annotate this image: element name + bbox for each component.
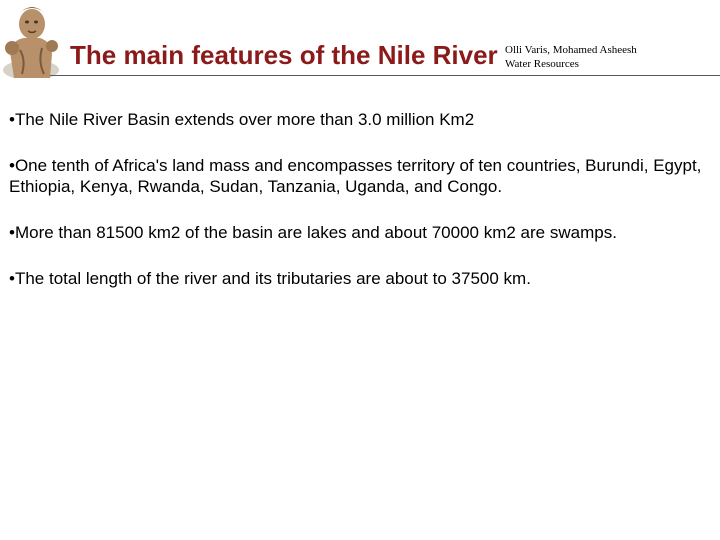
slide-title: The main features of the Nile River	[70, 40, 498, 70]
bullet-item: •More than 81500 km2 of the basin are lakes and about 70000 km2 are swamps.	[9, 223, 617, 242]
credit-authors: Olli Varis, Mohamed Asheesh	[505, 44, 637, 56]
bullet-list	[9, 109, 709, 314]
statue-icon	[0, 0, 62, 78]
credit-subject: Water Resources	[505, 58, 579, 70]
title-divider	[50, 75, 720, 76]
bullet-item: •One tenth of Africa's land mass and encompasses territory of ten countries, Burundi, Egypt, Ethiopia, Kenya, Rwanda, Sudan, Tanzania, Uganda, and Congo.	[9, 156, 702, 196]
bullet-item: •The Nile River Basin extends over more than 3.0 million Km2	[9, 110, 475, 129]
author-credit	[505, 43, 637, 71]
nile-figure-logo	[0, 0, 62, 78]
bullet-item: •The total length of the river and its tributaries are about to 37500 km.	[9, 269, 531, 288]
